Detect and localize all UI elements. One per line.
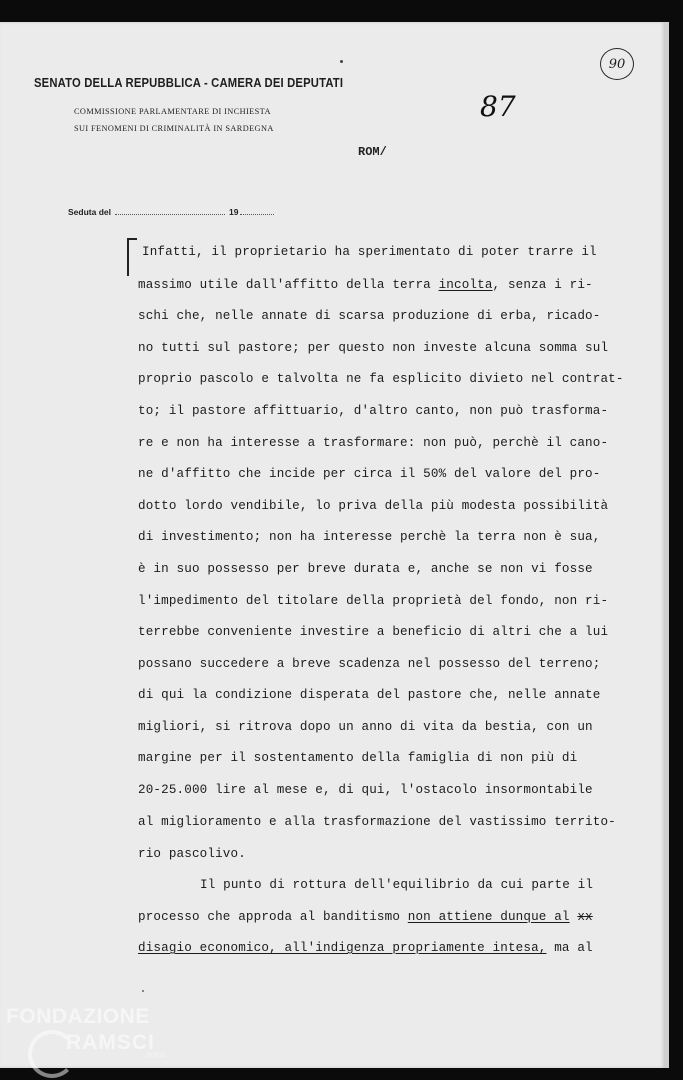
watermark-gramsci: RAMSCI: [66, 1031, 155, 1054]
body-line: al miglioramento e alla trasformazione del vastissimo territo-: [138, 815, 616, 829]
body-line: re e non ha interesse a trasformare: non può, perchè il cano-: [138, 436, 609, 450]
commission-line-2: SUI FENOMENI DI CRIMINALITÀ IN SARDEGNA: [74, 124, 274, 133]
paragraph-2-line-3: [138, 941, 638, 955]
underlined-phrase-1: non attiene dunque al: [407, 910, 570, 924]
body-line: Infatti, il proprietario ha sperimentato di poter trarre il: [142, 245, 597, 259]
struck-text: xx: [577, 910, 593, 924]
body-line: dotto lordo vendibile, lo priva della più modesta possibilità: [138, 499, 609, 513]
paragraph-2-line-2-text: processo che approda al banditismo: [138, 910, 408, 924]
underlined-phrase-2: disagio economico, all'indigenza propriamente intesa,: [138, 941, 547, 955]
seduta-label: Seduta del: [68, 207, 111, 217]
paragraph-bracket: [127, 238, 137, 276]
letterhead-title: SENATO DELLA REPUBBLICA - CAMERA DEI DEPUTATI: [34, 76, 344, 90]
commission-line-1: COMMISSIONE PARLAMENTARE DI INCHIESTA: [74, 107, 271, 116]
handwritten-page-number: 87: [480, 90, 516, 123]
watermark-fondazione: FONDAZIONE: [6, 1005, 150, 1028]
body-line: to; il pastore affittuario, d'altro canto, non può trasforma-: [138, 404, 609, 418]
underlined-word-incolta: incolta: [438, 278, 493, 292]
body-line: massimo utile dall'affitto della terra incolta, senza i ri-: [138, 278, 593, 292]
paragraph-2-line-1: Il punto di rottura dell'equilibrio da cui parte il: [200, 878, 594, 892]
body-line: schi che, nelle annate di scarsa produzione di erba, ricado-: [138, 309, 601, 323]
circled-page-number: [600, 48, 634, 80]
body-line: di qui la condizione disperata del pastore che, nelle annate: [138, 688, 601, 702]
body-line: proprio pascolo e talvolta ne fa esplicito divieto nel contrat-: [138, 372, 624, 386]
seduta-year: 19: [228, 207, 239, 217]
circled-page-number-text: 90: [608, 56, 626, 72]
body-line: è in suo possesso per breve durata e, anche se non vi fosse: [138, 562, 593, 576]
reference-code: ROM/: [358, 145, 387, 159]
paragraph-2-line-3-text: ma al: [546, 941, 593, 955]
seduta-date-blank: [115, 214, 225, 215]
seduta-line: [68, 207, 274, 217]
body-line: migliori, si ritrova dopo un anno di vita da bestia, con un: [138, 720, 593, 734]
paragraph-2-line-2: [138, 910, 638, 924]
seduta-year-blank: [240, 214, 274, 215]
ink-speck: [340, 60, 343, 63]
body-line: terrebbe conveniente investire a beneficio di altri che a lui: [138, 625, 609, 639]
body-line: l'impedimento del titolare della proprietà del fondo, non ri-: [138, 594, 609, 608]
body-line: 20-25.000 lire al mese e, di qui, l'ostacolo insormontabile: [138, 783, 593, 797]
body-line: possano succedere a breve scadenza nel possesso del terreno;: [138, 657, 601, 671]
body-line: di investimento; non ha interesse perchè la terra non è sua,: [138, 530, 601, 544]
body-line: margine per il sostentamento della famiglia di non più di: [138, 751, 578, 765]
page-edge: [665, 22, 669, 1068]
ink-speck-2: [142, 990, 144, 992]
body-line: ne d'affitto che incide per circa il 50% del valore del pro-: [138, 467, 601, 481]
body-line: no tutti sul pastore; per questo non investe alcuna somma sul: [138, 341, 609, 355]
body-line: rio pascolivo.: [138, 847, 246, 861]
watermark-onlus: onlus: [146, 1050, 166, 1059]
